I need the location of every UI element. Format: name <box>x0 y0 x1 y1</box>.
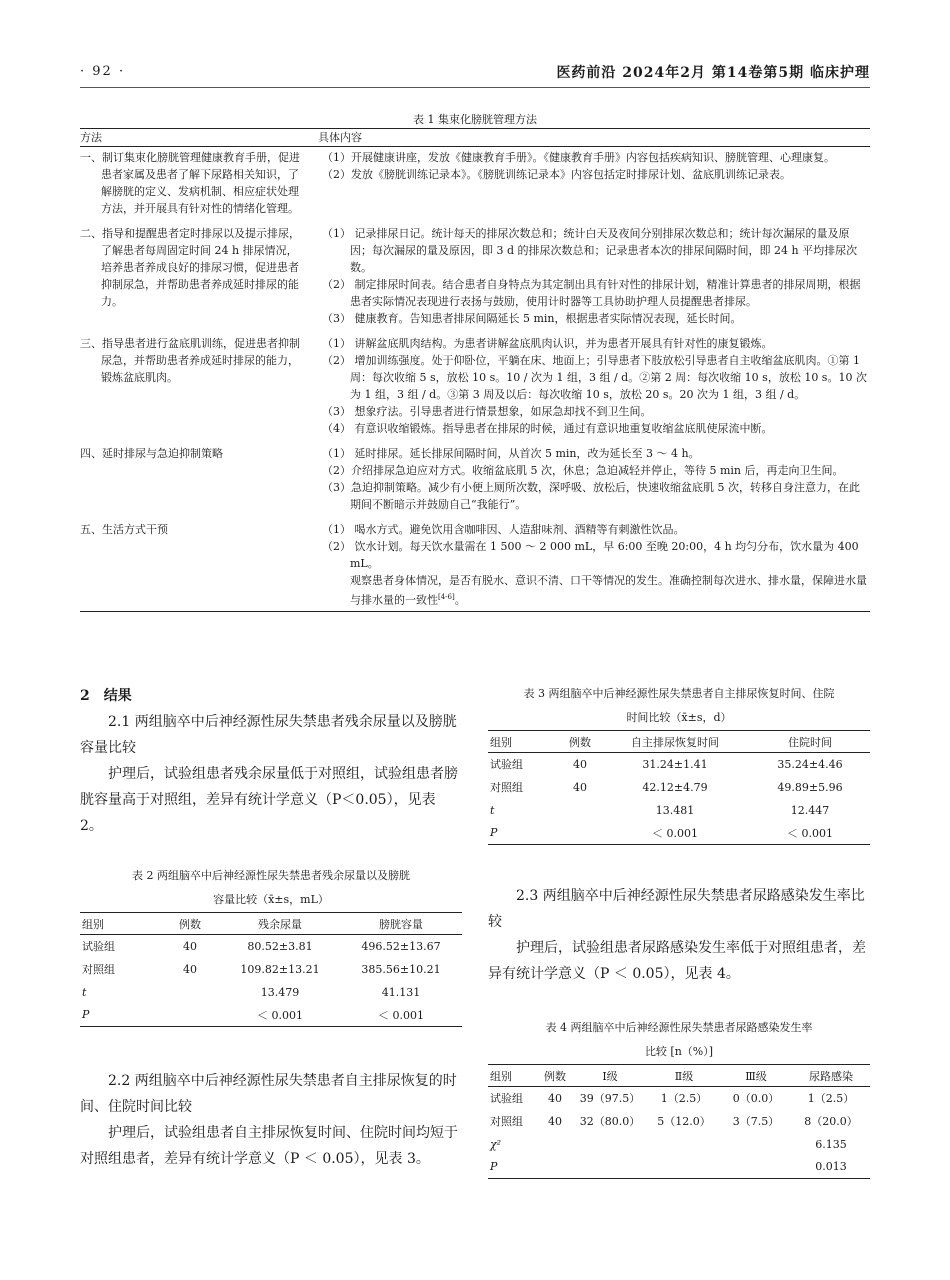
table1-item: （4） 有意识收缩锻炼。指导患者在排尿的时候，通过有意识地重复收缩盆底肌使尿流中断。 <box>322 422 773 435</box>
table-cell: 40 <box>548 1091 562 1105</box>
table-cell: 80.52±3.81 <box>247 939 313 953</box>
table-cell: χ² <box>490 1137 502 1151</box>
right-column <box>488 883 870 987</box>
table1-item: （2） 增加训练强度。处于仰卧位，平躺在床、地面上；引导患者下肢放松引导患者自主收缩盆底肌肉。①第 1 周：每次收缩 5 s，放松 10 s。10 / 次为 1 组，3 组 / d。②第 2 周：每次收缩 10 s，放松 10 s。10 次为 1 组，3 组 / d。③第 3 周及以后：每次收缩 10 s，放松 20 s。20 次为 1 组，3 组 / d。 <box>322 354 867 401</box>
table-cell: 0（0.0） <box>732 1092 780 1106</box>
table-row <box>80 958 462 981</box>
table3-header: 自主排尿恢复时间 <box>600 731 750 753</box>
table-cell: 6.135 <box>815 1137 847 1151</box>
table-cell: 109.82±13.21 <box>240 962 320 976</box>
table-cell: 13.481 <box>655 803 695 817</box>
table-cell: 40 <box>548 1114 562 1128</box>
table3-block <box>488 682 870 845</box>
table4-header: 组别 <box>488 1065 538 1087</box>
table1-row <box>80 223 870 333</box>
table2-caption-line2: 容量比较（x̄±s，mL） <box>213 893 329 906</box>
table-cell <box>572 1133 648 1156</box>
table1-col-content: 具体内容 <box>318 131 362 144</box>
table-cell <box>160 1004 220 1027</box>
table-cell: 35.24±4.46 <box>777 757 843 771</box>
table-cell: 试验组 <box>490 758 523 772</box>
table2-block <box>80 864 462 1027</box>
table2-caption <box>80 864 462 912</box>
table1-item: （3） 想象疗法。引导患者进行情景想象，如尿急却找不到卫生间。 <box>322 405 652 418</box>
table-cell: 40 <box>573 757 587 771</box>
table4-header: Ⅰ级 <box>572 1065 648 1087</box>
table-cell: 40 <box>183 962 197 976</box>
table-cell <box>560 799 600 822</box>
paragraph-2-1: 护理后，试验组患者残余尿量低于对照组，试验组患者膀胱容量高于对照组，差异有统计学意义（P＜0.05），见表 2。 <box>80 766 458 834</box>
table1-item: （3）急迫抑制策略。减少有小便上厕所次数，深呼吸、放松后，快速收缩盆底肌 5 次，转移自身注意力，在此期间不断暗示并鼓励自己“我能行”。 <box>322 481 860 511</box>
table-cell <box>572 1156 648 1179</box>
table1-item: （2） 制定排尿时间表。结合患者自身特点为其定制出具有针对性的排尿计划，精准计算患者的排尿周期，根据患者实际情况表现进行表扬与鼓励，使用计时器等工具协助护理人员提醒患者排尿。 <box>322 278 861 308</box>
table4-header: 尿路感染 <box>792 1065 870 1087</box>
table3 <box>488 730 870 845</box>
table-cell: 8（20.0） <box>804 1115 858 1128</box>
table1-item: （1） 讲解盆底肌肉结构。为患者讲解盆底肌肉认识，并为患者开展具有针对性的康复锻炼。 <box>322 337 773 350</box>
table4-caption <box>488 1016 870 1064</box>
table2-caption-line1: 表 2 两组脑卒中后神经源性尿失禁患者残余尿量以及膀胱 <box>132 869 410 882</box>
page-header <box>80 62 870 88</box>
table1-method: 五、生活方式干预 <box>80 523 168 536</box>
continuation-text: 观察患者身体情况，是否有脱水、意识不清、口干等情况的发生。准确控制每次进水、排水量，保障进水量与排水量的一致性 <box>350 574 867 607</box>
table-cell: 12.447 <box>790 803 830 817</box>
table2-header: 膀胱容量 <box>340 913 462 935</box>
table-cell: 39（97.5） <box>579 1092 641 1106</box>
table1-item: （1）开展健康讲座，发放《健康教育手册》。《健康教育手册》内容包括疾病知识、膀胱管理、心理康复。 <box>322 151 835 164</box>
table1-item: （2）介绍排尿急迫应对方式。收缩盆底肌 5 次，休息；急迫减轻并停止，等待 5 min 后，再走向卫生间。 <box>322 464 844 477</box>
table2-header: 残余尿量 <box>220 913 340 935</box>
table-cell <box>720 1133 792 1156</box>
table-cell: t <box>82 985 87 999</box>
table-cell: 13.479 <box>260 985 300 999</box>
table1-method: 四、延时排尿与急迫抑制策略 <box>80 447 223 460</box>
table-cell: 1（2.5） <box>660 1092 708 1106</box>
table-cell: 42.12±4.79 <box>642 780 708 794</box>
table1-row <box>80 443 870 519</box>
table1-item: （1） 延时排尿。延长排尿间隔时间，从首次 5 min，改为延长至 3 ～ 4 h。 <box>322 447 700 460</box>
table-row <box>80 1004 462 1027</box>
table1-method: 三、指导患者进行盆底肌训练，促进患者抑制尿急，并帮助患者养成延时排尿的能力，锻炼盆底肌肉。 <box>80 337 300 384</box>
table-cell <box>648 1133 720 1156</box>
table-row <box>488 1156 870 1179</box>
table3-header: 住院时间 <box>750 731 870 753</box>
table-cell: 41.131 <box>381 985 421 999</box>
table4 <box>488 1064 870 1179</box>
table-cell: 49.89±5.96 <box>777 780 843 794</box>
table1-item: （2）发放《膀胱训练记录本》。《膀胱训练记录本》内容包括定时排尿计划、盆底肌训练记录表。 <box>322 168 791 181</box>
table1-item: （3） 健康教育。告知患者排尿间隔延长 5 min，根据患者实际情况表现，延长时间。 <box>322 312 742 325</box>
table-row <box>488 1133 870 1156</box>
table1-item: （1） 喝水方式。避免饮用含咖啡因、人造甜味剂、酒精等有刺激性饮品。 <box>322 523 685 536</box>
table4-caption-line1: 表 4 两组脑卒中后神经源性尿失禁患者尿路感染发生率 <box>545 1021 813 1034</box>
table3-caption-line1: 表 3 两组脑卒中后神经源性尿失禁患者自主排尿恢复时间、住院 <box>523 687 835 700</box>
table-cell: 对照组 <box>82 963 115 976</box>
table1-item: （1） 记录排尿日记。统计每天的排尿次数总和；统计白天及夜间分别排尿次数总和；统计每次漏尿的量及原因；每次漏尿的量及原因，即 3 d 的排尿次数总和；记录患者本次的排尿间隔时间，即 24 h 平均排尿次数。 <box>322 227 858 274</box>
table1-method: 一、制订集束化膀胱管理健康教育手册，促进患者家属及患者了解下尿路相关知识，了解膀胱的定义、发病机制、相应症状处理方法，并开展具有针对性的情绪化管理。 <box>80 151 300 215</box>
table-cell: 31.24±1.41 <box>642 757 708 771</box>
table-cell: ＜ 0.001 <box>378 1008 424 1022</box>
subsection-2-3: 2.3 两组脑卒中后神经源性尿失禁患者尿路感染发生率比较 <box>488 888 865 930</box>
table2 <box>80 912 462 1027</box>
paragraph-2-2: 护理后，试验组患者自主排尿恢复时间、住院时间均短于对照组患者，差异有统计学意义（P ＜ 0.05），见表 3。 <box>80 1125 458 1167</box>
table1-row <box>80 333 870 443</box>
subsection-2-2: 2.2 两组脑卒中后神经源性尿失禁患者自主排尿恢复的时间、住院时间比较 <box>80 1073 457 1115</box>
table-cell: 试验组 <box>490 1092 523 1106</box>
table-row <box>488 1087 870 1110</box>
table4-caption-line2: 比较 [n（%）] <box>644 1045 714 1058</box>
table3-caption-line2: 时间比较（x̄±s，d） <box>626 711 732 724</box>
table-cell: ＜ 0.001 <box>257 1008 303 1022</box>
table-cell: 5（12.0） <box>657 1115 711 1128</box>
journal-info: 医药前沿 2024年2月 第14卷第5期 临床护理 <box>556 65 870 81</box>
table1-row <box>80 519 870 611</box>
page-number: · 92 · <box>80 64 126 79</box>
table-row <box>80 981 462 1004</box>
table-cell <box>538 1156 572 1179</box>
table-cell: 对照组 <box>490 781 523 794</box>
table-cell: 1（2.5） <box>807 1092 855 1106</box>
table-cell: 3（7.5） <box>732 1115 780 1128</box>
table-cell: 试验组 <box>82 940 115 954</box>
left-column <box>80 683 462 839</box>
table1-row <box>80 147 870 223</box>
citation: [4-6] <box>438 593 455 601</box>
table-cell: P <box>490 1160 498 1174</box>
table-cell <box>160 981 220 1004</box>
table1-item: （2） 饮水计划。每天饮水量需在 1 500 ～ 2 000 mL，早 6:00 至晚 20:00，4 h 均匀分布，饮水量为 400 mL。 <box>322 540 859 570</box>
table-cell: 40 <box>183 939 197 953</box>
table2-header: 组别 <box>80 913 160 935</box>
table-cell: P <box>490 826 498 840</box>
table3-caption <box>488 682 870 730</box>
table-cell: ＜ 0.001 <box>787 826 833 840</box>
table4-block <box>488 1016 870 1179</box>
table-cell <box>538 1133 572 1156</box>
table-row <box>488 799 870 822</box>
table4-header: Ⅱ级 <box>648 1065 720 1087</box>
section-heading: 2 结果 <box>80 688 132 704</box>
table1-caption: 表 1 集束化膀胱管理方法 <box>413 113 537 126</box>
table1-header <box>80 129 870 147</box>
table1 <box>80 128 870 612</box>
table-cell: 40 <box>573 780 587 794</box>
table-cell: P <box>82 1008 90 1022</box>
table4-header: 例数 <box>538 1065 572 1087</box>
table-row <box>488 776 870 799</box>
table-cell <box>720 1156 792 1179</box>
table-cell: 0.013 <box>815 1160 847 1174</box>
table1-continuation: 观察患者身体情况，是否有脱水、意识不清、口干等情况的发生。准确控制每次进水、排水量，保障进水量与排水量的一致性[4-6]。 <box>350 574 867 607</box>
table1-method: 二、指导和提醒患者定时排尿以及提示排尿，了解患者每周固定时间 24 h 排尿情况，培养患者养成良好的排尿习惯，促进患者抑制尿急，并帮助患者养成延时排尿的能力。 <box>80 227 300 308</box>
table-cell: t <box>490 803 495 817</box>
left-column-lower <box>80 1068 462 1172</box>
table3-header: 组别 <box>488 731 560 753</box>
table-row <box>488 753 870 776</box>
table-row <box>488 822 870 845</box>
table-row <box>488 1110 870 1133</box>
table-cell <box>648 1156 720 1179</box>
table-cell: 32（80.0） <box>579 1115 641 1128</box>
table-row <box>80 935 462 958</box>
table-cell <box>560 822 600 845</box>
subsection-2-1: 2.1 两组脑卒中后神经源性尿失禁患者残余尿量以及膀胱容量比较 <box>80 714 457 756</box>
table2-header: 例数 <box>160 913 220 935</box>
paragraph-2-3: 护理后，试验组患者尿路感染发生率低于对照组患者，差异有统计学意义（P ＜ 0.05），见表 4。 <box>488 940 866 982</box>
table3-header: 例数 <box>560 731 600 753</box>
table-cell: ＜ 0.001 <box>652 826 698 840</box>
table4-header: Ⅲ级 <box>720 1065 792 1087</box>
table-cell: 对照组 <box>490 1115 523 1128</box>
table1-col-method: 方法 <box>80 131 102 144</box>
table-cell: 385.56±10.21 <box>361 962 441 976</box>
table-cell: 496.52±13.67 <box>361 939 441 953</box>
